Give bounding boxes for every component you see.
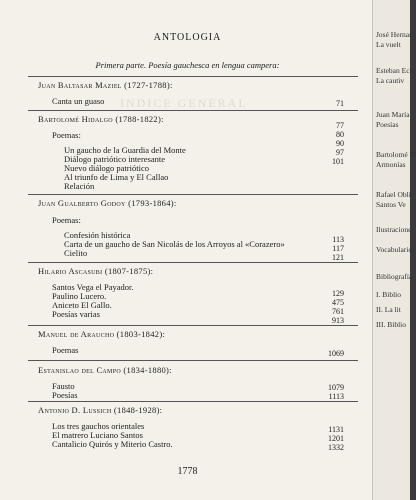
toc-entry-title: Canta un guaso bbox=[52, 96, 105, 106]
toc-entry-title: Cielito bbox=[64, 248, 88, 258]
toc-entry-page: 117 bbox=[332, 244, 344, 253]
toc-entry-page: 1332 bbox=[328, 443, 344, 452]
toc-entry-title: El matrero Luciano Santos bbox=[52, 430, 143, 440]
toc-entry-page: 1201 bbox=[328, 434, 344, 443]
facing-page-line: Bibliografía bbox=[376, 272, 413, 281]
toc-entry-page: 129 bbox=[332, 289, 344, 298]
facing-page-line: I. Biblio bbox=[376, 290, 402, 299]
facing-page-line: II. La lit bbox=[376, 305, 401, 314]
running-header: ANTOLOGIA bbox=[153, 32, 222, 43]
toc-entry-title: Aniceto El Gallo. bbox=[52, 300, 112, 310]
toc-entry-page: 475 bbox=[332, 298, 344, 307]
section-subtitle: Primera parte. Poesía gauchesca en lengua campera: bbox=[95, 60, 280, 70]
toc-entry-page: 113 bbox=[332, 235, 344, 244]
author-heading: Estanislao del Campo (1834-1880): bbox=[38, 365, 172, 375]
facing-page-line: Vocabulario bbox=[376, 245, 413, 254]
toc-entry-title: Un gaucho de la Guardia del Monte bbox=[64, 145, 186, 155]
toc-entry-page: 1069 bbox=[328, 349, 344, 358]
facing-page-line: III. Biblio bbox=[376, 320, 406, 329]
toc-entry-page: 80 bbox=[336, 130, 344, 139]
facing-page-line: Santos Ve bbox=[376, 200, 406, 209]
bleed-through-text: INDICE GENERAL bbox=[120, 96, 248, 110]
toc-entry-title: Cantalicio Quirós y Miterio Castro. bbox=[52, 439, 173, 449]
toc-entry-page: 1113 bbox=[328, 392, 344, 401]
author-heading: Juan Gualberto Godoy (1793-1864): bbox=[38, 198, 177, 208]
section-rule bbox=[28, 401, 358, 402]
toc-entry-page: 121 bbox=[332, 253, 344, 262]
toc-entry-title: Confesión histórica bbox=[64, 230, 131, 240]
toc-entry-title: Paulino Lucero. bbox=[52, 291, 107, 301]
toc-entry-page: 90 bbox=[336, 139, 344, 148]
toc-entry-title: Los tres gauchos orientales bbox=[52, 421, 145, 431]
facing-page-line: Bartolomé M bbox=[376, 150, 416, 159]
section-rule bbox=[28, 76, 358, 77]
section-rule bbox=[28, 194, 358, 195]
facing-page-line: Ilustracione bbox=[376, 225, 412, 234]
author-heading: Manuel de Araucho (1803-1842): bbox=[38, 329, 166, 339]
facing-page-line: José Hernan bbox=[376, 30, 413, 39]
toc-entry-page: 1079 bbox=[328, 383, 344, 392]
author-heading: Antonio D. Lussich (1848-1928): bbox=[38, 405, 163, 415]
section-rule bbox=[28, 262, 358, 263]
author-heading: Juan Baltasar Maziel (1727-1788): bbox=[38, 80, 173, 90]
facing-page-line: Armonías bbox=[376, 160, 406, 169]
toc-entry-title: Fausto bbox=[52, 381, 75, 391]
toc-entry-page: 101 bbox=[332, 157, 344, 166]
section-rule bbox=[28, 110, 358, 111]
facing-page-edge bbox=[372, 0, 416, 500]
facing-page-line: Rafael Obli bbox=[376, 190, 411, 199]
facing-page-line: Poesías bbox=[376, 120, 399, 129]
toc-entry-page: 71 bbox=[336, 99, 344, 108]
toc-entry-title: Nuevo diálogo patriótico bbox=[64, 163, 149, 173]
section-rule bbox=[28, 325, 358, 326]
toc-entry-title: Poesías bbox=[52, 390, 78, 400]
facing-page-line: La vuelt bbox=[376, 40, 401, 49]
toc-entry-title: Al triunfo de Lima y El Callao bbox=[64, 172, 169, 182]
author-heading: Hilario Ascasubi (1807-1875): bbox=[38, 266, 154, 276]
poems-label: Poemas: bbox=[52, 215, 81, 225]
toc-entry-title: Santos Vega el Payador. bbox=[52, 282, 134, 292]
toc-entry-page: 77 bbox=[336, 121, 344, 130]
facing-page-line: La cautiv bbox=[376, 76, 405, 85]
toc-entry-title: Poemas bbox=[52, 345, 79, 355]
toc-entry-title: Diálogo patriótico interesante bbox=[64, 154, 166, 164]
toc-entry-title: Poesías varias bbox=[52, 309, 100, 319]
toc-entry-title: Carta de un gaucho de San Nicolás de los Arroyos al «Corazero» bbox=[64, 239, 285, 249]
facing-page-line: Esteban Ech bbox=[376, 66, 414, 75]
toc-entry-page: 1131 bbox=[328, 425, 344, 434]
page-number: 1778 bbox=[177, 466, 198, 477]
poems-label: Poemas: bbox=[52, 130, 81, 140]
facing-page-line: Juan María bbox=[376, 110, 410, 119]
toc-entry-page: 913 bbox=[332, 316, 344, 325]
toc-entry-page: 761 bbox=[332, 307, 344, 316]
author-heading: Bartolomé Hidalgo (1788-1822): bbox=[38, 114, 164, 124]
section-rule bbox=[28, 360, 358, 361]
toc-entry-title: Relación bbox=[64, 181, 95, 191]
toc-entry-page: 97 bbox=[336, 148, 344, 157]
